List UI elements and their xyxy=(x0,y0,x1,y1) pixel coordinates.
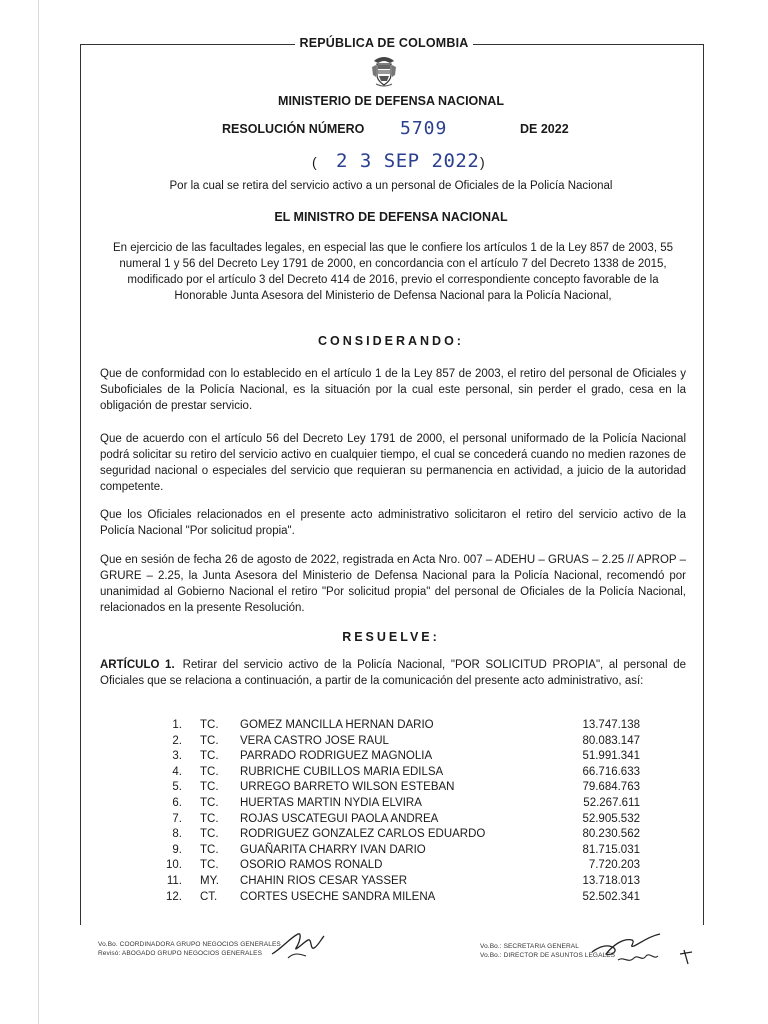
date-stamp: 2 3 SEP 2022 xyxy=(336,150,480,172)
officer-name: CHAHIN RIOS CESAR YASSER xyxy=(240,874,408,887)
ministry-title: MINISTERIO DE DEFENSA NACIONAL xyxy=(278,94,504,108)
officer-number: 2. xyxy=(172,734,182,747)
considerando-paragraph-2: Que de acuerdo con el artículo 56 del Decreto Ley 1791 de 2000, el personal uniformado de la Policía Nacional podrá solicitar su retiro del servicio activo en cualquier tiempo, el cual se concederá cuando no medien razones de seguridad nacional o especiales del servicio que requieran su permanencia en actividad, a juicio de la autoridad competente. xyxy=(100,433,686,493)
footer-right-line-1: Vo.Bo.: SECRETARIA GENERAL xyxy=(480,943,579,950)
officer-name: GUAÑARITA CHARRY IVAN DARIO xyxy=(240,843,426,856)
officer-id-number: 81.715.031 xyxy=(582,843,640,856)
officer-id-number: 80.230.562 xyxy=(582,828,640,841)
officer-row xyxy=(160,766,640,782)
considerando-heading: CONSIDERANDO: xyxy=(318,334,464,348)
officer-number: 7. xyxy=(172,812,182,825)
officer-name: OSORIO RAMOS RONALD xyxy=(240,859,383,872)
officer-id-number: 52.502.341 xyxy=(582,890,640,903)
officer-number: 11. xyxy=(166,874,182,887)
officer-name: ROJAS USCATEGUI PAOLA ANDREA xyxy=(240,812,439,825)
officer-number: 5. xyxy=(172,781,182,794)
officer-row xyxy=(160,735,640,751)
footer-right-line-2: Vo.Bo.: DIRECTOR DE ASUNTOS LEGALES xyxy=(480,952,616,959)
officer-name: URREGO BARRETO WILSON ESTEBAN xyxy=(240,781,455,794)
date-close-paren: ) xyxy=(480,154,485,170)
considerando-paragraph-3: Que los Oficiales relacionados en el presente acto administrativo solicitaron el retiro del servicio activo de la Policía Nacional "Por solicitud propia". xyxy=(100,509,686,537)
officer-name: VERA CASTRO JOSE RAUL xyxy=(240,734,389,747)
officer-name: GOMEZ MANCILLA HERNAN DARIO xyxy=(240,719,434,731)
considerando-paragraph-1: Que de conformidad con lo establecido en el artículo 1 de la Ley 857 de 2003, el retiro del personal de Oficiales y Suboficiales de la Policía Nacional, es la situación por la cual este personal, sin perder el grado, cesa en la obligación de prestar servicio. xyxy=(100,368,686,412)
officer-number: 9. xyxy=(172,843,182,856)
resuelve-heading: RESUELVE: xyxy=(342,630,440,644)
country-title: REPÚBLICA DE COLOMBIA xyxy=(0,36,768,50)
officer-id-number: 13.747.138 xyxy=(582,719,640,731)
resolution-label: RESOLUCIÓN NÚMERO xyxy=(222,122,365,136)
signature-initials-left xyxy=(268,928,328,962)
resolution-number-stamp: 5709 xyxy=(400,118,448,139)
officer-rank: TC. xyxy=(200,719,219,731)
officer-name: RUBRICHE CUBILLOS MARIA EDILSA xyxy=(240,765,444,778)
officer-id-number: 13.718.013 xyxy=(582,874,640,887)
coat-of-arms-icon xyxy=(368,53,400,89)
officer-rank: TC. xyxy=(200,828,219,841)
preamble-paragraph: En ejercicio de las facultades legales, en especial las que le confiere los artículos 1 de la Ley 857 de 2003, 55 numeral 1 y 56 del Decreto Ley 1791 de 2000, en concordancia con el artículo 7 del Decreto 1338 de 2015, modificado por el artículo 3 del Decreto 414 de 2016, previo el correspondiente concepto favorable de la Honorable Junta Asesora del Ministerio de Defensa Nacional para la Policía Nacional, xyxy=(112,242,674,302)
officer-rank: MY. xyxy=(200,874,219,887)
date-open-paren: ( xyxy=(312,154,317,170)
minister-title: EL MINISTRO DE DEFENSA NACIONAL xyxy=(274,210,508,224)
officer-rank: TC. xyxy=(200,781,219,794)
officer-id-number: 80.083.147 xyxy=(582,734,640,747)
officer-name: CORTES USECHE SANDRA MILENA xyxy=(240,890,436,903)
officer-number: 1. xyxy=(172,719,182,731)
officer-number: 6. xyxy=(172,796,182,809)
officer-number: 4. xyxy=(172,765,182,778)
officer-row xyxy=(160,797,640,813)
officer-row xyxy=(160,875,640,891)
signature-initials-right xyxy=(588,930,698,966)
officer-rank: TC. xyxy=(200,859,219,872)
officer-id-number: 79.684.763 xyxy=(582,781,640,794)
considerando-paragraph-4: Que en sesión de fecha 26 de agosto de 2022, registrada en Acta Nro. 007 – ADEHU – GRUAS – 2.25 // APROP – GRURE – 2.25, la Junta Asesora del Ministerio de Defensa Nacional para la Policía Nacional, recomendó por unanimidad al Gobierno Nacional el retiro "Por solicitud propia" del personal de Oficiales de la Policía Nacional, relacionados en la presente Resolución. xyxy=(100,554,686,614)
officer-number: 8. xyxy=(172,828,182,841)
footer-left-line-1: Vo.Bo. COORDINADORA GRUPO NEGOCIOS GENERALES xyxy=(98,941,281,948)
footer-left-approvals xyxy=(98,940,281,958)
officer-row xyxy=(160,750,640,766)
officer-number: 12. xyxy=(166,890,182,903)
officer-rank: TC. xyxy=(200,765,219,778)
officer-rank: TC. xyxy=(200,843,219,856)
officer-rank: TC. xyxy=(200,812,219,825)
officer-row xyxy=(160,781,640,797)
officers-list xyxy=(160,719,640,906)
officer-name: HUERTAS MARTIN NYDIA ELVIRA xyxy=(240,796,422,809)
resolution-year: DE 2022 xyxy=(520,122,569,136)
officer-row xyxy=(160,719,640,735)
officer-id-number: 51.991.341 xyxy=(582,750,640,763)
officer-id-number: 52.905.532 xyxy=(582,812,640,825)
officer-row xyxy=(160,813,640,829)
date-line xyxy=(0,150,768,174)
officer-number: 3. xyxy=(172,750,182,763)
officer-id-number: 66.716.633 xyxy=(582,765,640,778)
officer-row xyxy=(160,828,640,844)
article-1 xyxy=(100,657,686,689)
officer-row xyxy=(160,859,640,875)
officer-row xyxy=(160,891,640,907)
resolution-line xyxy=(0,118,768,138)
footer-left-line-2: Revisó: ABOGADO GRUPO NEGOCIOS GENERALES xyxy=(98,950,263,957)
officer-row xyxy=(160,844,640,860)
officer-id-number: 7.720.203 xyxy=(588,859,640,872)
article-1-text: Retirar del servicio activo de la Policía Nacional, "POR SOLICITUD PROPIA", al personal de Oficiales que se relaciona a continuación, a partir de la comunicación del presente acto administrativo, así: xyxy=(100,659,687,687)
officer-rank: TC. xyxy=(200,734,219,747)
article-1-label: ARTÍCULO 1. xyxy=(100,659,175,671)
officer-name: RODRIGUEZ GONZALEZ CARLOS EDUARDO xyxy=(240,828,486,841)
officer-name: PARRADO RODRIGUEZ MAGNOLIA xyxy=(240,750,433,763)
officer-rank: TC. xyxy=(200,796,219,809)
officer-rank: CT. xyxy=(200,890,218,903)
officer-rank: TC. xyxy=(200,750,219,763)
officer-number: 10. xyxy=(166,859,182,872)
officer-id-number: 52.267.611 xyxy=(583,796,640,809)
resolution-subject: Por la cual se retira del servicio activo a un personal de Oficiales de la Policía Nacional xyxy=(169,180,613,192)
